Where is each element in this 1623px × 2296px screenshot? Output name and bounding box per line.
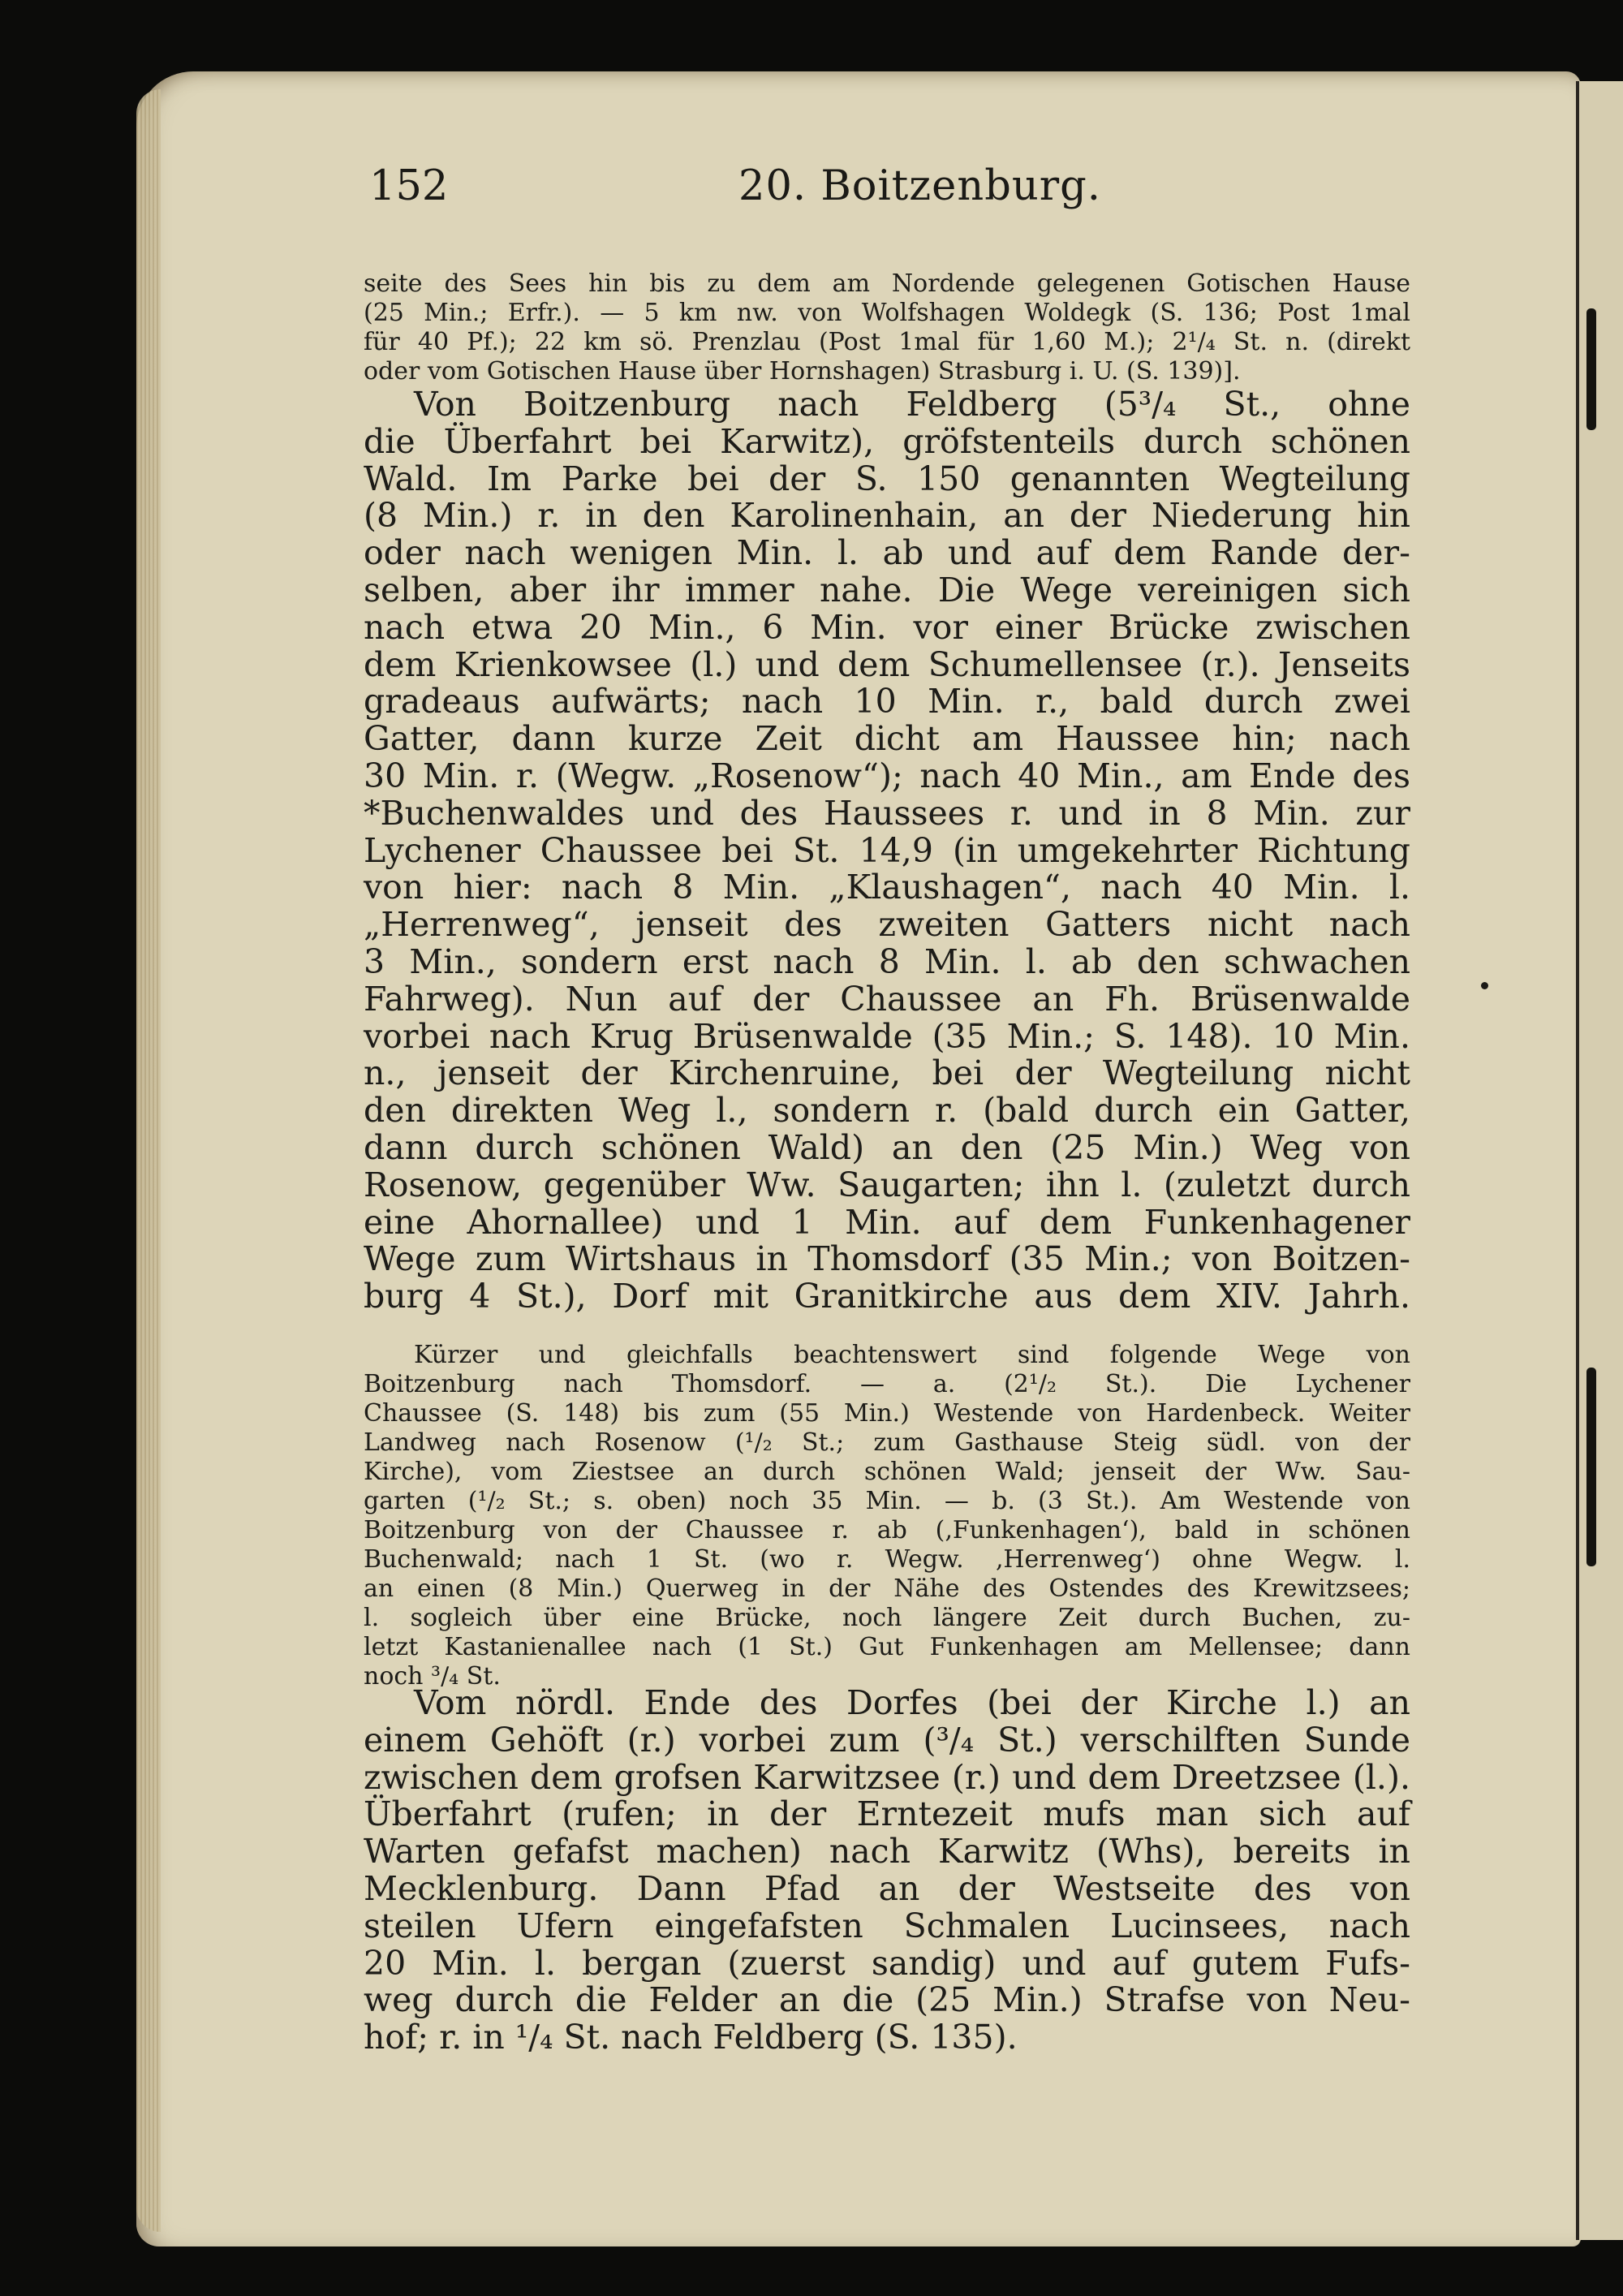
text-line: *Buchenwaldes und des Haussees r. und in 8 Min. zur (364, 793, 1410, 833)
text-line: selben, aber ihr immer nahe. Die Wege vereinigen sich (364, 570, 1410, 610)
text-line: Vom nördl. Ende des Dorfes (bei der Kirche l.) an (414, 1683, 1410, 1722)
text-line: steilen Ufern eingefafsten Schmalen Lucinsees, nach (364, 1906, 1410, 1945)
text-line: l. sogleich über eine Brücke, noch längere Zeit durch Buchen, zu- (364, 1604, 1410, 1632)
text-line: Buchenwald; nach 1 St. (wo r. Wegw. ‚Herrenweg‘) ohne Wegw. l. (364, 1545, 1410, 1574)
text-line: zwischen dem grofsen Karwitzsee (r.) und dem Dreetzsee (l.). (364, 1757, 1410, 1797)
text-line: noch ³/₄ St. (364, 1662, 501, 1691)
text-line: hof; r. in ¹/₄ St. nach Feldberg (S. 135). (364, 2018, 1018, 2057)
text-line: „Herrenweg“, jenseit des zweiten Gatters nicht nach (364, 905, 1410, 945)
text-line: Mecklenburg. Dann Pfad an der Westseite des von (364, 1868, 1410, 1908)
text-line: die Überfahrt bei Karwitz), gröfstenteils durch schönen (364, 421, 1410, 461)
text-line: (25 Min.; Erfr.). — 5 km nw. von Wolfshagen Woldegk (S. 136; Post 1mal (364, 299, 1410, 327)
text-line: Warten gefafst machen) nach Karwitz (Whs), bereits in (364, 1832, 1410, 1872)
text-line: burg 4 St.), Dorf mit Granitkirche aus dem XIV. Jahrh. (364, 1277, 1410, 1316)
paragraph-1 (364, 269, 1410, 386)
text-line: letzt Kastanienallee nach (1 St.) Gut Funkenhagen am Mellensee; dann (364, 1633, 1410, 1661)
text-line: dann durch schönen Wald) an den (25 Min.) Weg von (364, 1127, 1410, 1167)
text-line: von hier: nach 8 Min. „Klaushagen“, nach 40 Min. l. (364, 868, 1410, 907)
paragraph-3-note (364, 1341, 1410, 1691)
text-line: Landweg nach Rosenow (¹/₂ St.; zum Gasthause Steig südl. von der (364, 1428, 1410, 1457)
text-line: Boitzenburg nach Thomsdorf. — a. (2¹/₂ St.). Die Lychener (364, 1370, 1410, 1398)
text-line: Kürzer und gleichfalls beachtenswert sind folgende Wege von (414, 1341, 1410, 1369)
text-line: dem Krienkowsee (l.) und dem Schumellensee (r.). Jenseits (364, 644, 1410, 684)
text-line: an einen (8 Min.) Querweg in der Nähe des Ostendes des Krewitzsees; (364, 1574, 1410, 1603)
ink-spot (1481, 982, 1488, 989)
text-line: 3 Min., sondern erst nach 8 Min. l. ab den schwachen (364, 941, 1410, 981)
text-line: Chaussee (S. 148) bis zum (55 Min.) Westende von Hardenbeck. Weiter (364, 1399, 1410, 1428)
text-line: Überfahrt (rufen; in der Erntezeit mufs man sich auf (364, 1794, 1410, 1834)
text-line: 30 Min. r. (Wegw. „Rosenow“); nach 40 Min., am Ende des (364, 756, 1410, 795)
text-line: Fahrweg). Nun auf der Chaussee an Fh. Brüsenwalde (364, 979, 1410, 1019)
text-line: für 40 Pf.); 22 km sö. Prenzlau (Post 1mal für 1,60 M.); 2¹/₄ St. n. (direkt (364, 328, 1410, 356)
text-line: 20 Min. l. bergan (zuerst sandig) und auf gutem Fufs- (364, 1943, 1410, 1983)
text-line: garten (¹/₂ St.; s. oben) noch 35 Min. — b. (3 St.). Am Westende von (364, 1487, 1410, 1515)
text-line: Von Boitzenburg nach Feldberg (5³/₄ St., ohne (414, 385, 1410, 424)
text-line: Lychener Chaussee bei St. 14,9 (in umgekehrter Richtung (364, 830, 1410, 870)
page-number: 152 (369, 162, 449, 210)
text-line: oder vom Gotischen Hause über Hornshagen) Strasburg i. U. (S. 139)]. (364, 357, 1241, 386)
text-line: den direkten Weg l., sondern r. (bald durch ein Gatter, (364, 1091, 1410, 1131)
text-line: Wald. Im Parke bei der S. 150 genannten Wegteilung (364, 459, 1410, 498)
page-edges (136, 89, 161, 2232)
text-line: weg durch die Felder an die (25 Min.) Strafse von Neu- (364, 1980, 1410, 2020)
text-line: n., jenseit der Kirchenruine, bei der Wegteilung nicht (364, 1053, 1410, 1093)
text-line: Boitzenburg von der Chaussee r. ab (‚Funkenhagen‘), bald in schönen (364, 1516, 1410, 1544)
text-line: Gatter, dann kurze Zeit dicht am Haussee hin; nach (364, 719, 1410, 759)
facing-page-edge (1576, 81, 1623, 2240)
text-line: nach etwa 20 Min., 6 Min. vor einer Brücke zwischen (364, 607, 1410, 647)
text-line: Rosenow, gegenüber Ww. Saugarten; ihn l. (zuletzt durch (364, 1165, 1410, 1204)
text-line: einem Gehöft (r.) vorbei zum (³/₄ St.) verschilften Sunde (364, 1720, 1410, 1760)
text-line: seite des Sees hin bis zu dem am Nordende gelegenen Gotischen Hause (364, 269, 1410, 298)
text-line: eine Ahornallee) und 1 Min. auf dem Funkenhagener (364, 1202, 1410, 1242)
chapter-title: 20. Boitzenburg. (738, 162, 1101, 210)
binding-mark (1586, 308, 1596, 430)
text-line: Kirche), vom Ziestsee an durch schönen Wald; jenseit der Ww. Sau- (364, 1458, 1410, 1486)
binding-mark (1586, 1368, 1596, 1566)
text-line: gradeaus aufwärts; nach 10 Min. r., bald durch zwei (364, 682, 1410, 722)
text-line: Wege zum Wirtshaus in Thomsdorf (35 Min.; von Boitzen- (364, 1239, 1410, 1279)
text-line: vorbei nach Krug Brüsenwalde (35 Min.; S. 148). 10 Min. (364, 1016, 1410, 1056)
text-line: oder nach wenigen Min. l. ab und auf dem Rande der- (364, 533, 1410, 573)
paragraph-4 (364, 1685, 1410, 2057)
text-line: (8 Min.) r. in den Karolinenhain, an der Niederung hin (364, 496, 1410, 536)
paragraph-2 (364, 386, 1410, 1316)
